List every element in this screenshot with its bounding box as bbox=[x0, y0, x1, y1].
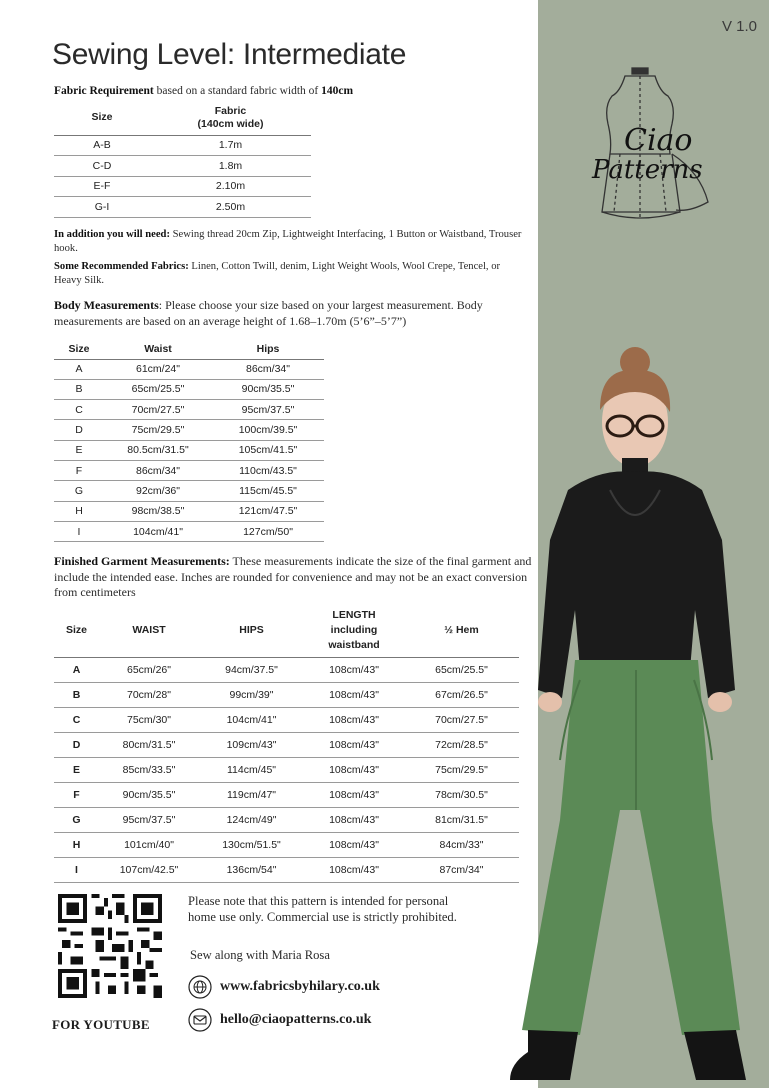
finished-measurements-table bbox=[54, 605, 519, 883]
table-cell: 70cm/28" bbox=[99, 682, 199, 707]
table-cell: 65cm/25.5" bbox=[404, 657, 519, 682]
table-cell: 114cm/45" bbox=[199, 757, 304, 782]
fabric-requirement-text: based on a standard fabric width of bbox=[153, 85, 322, 97]
usage-note: Please note that this pattern is intended for personal home use only. Commercial use is strictly prohibited. bbox=[188, 894, 457, 924]
table-cell: 78cm/30.5" bbox=[404, 782, 519, 807]
table-cell: 67cm/26.5" bbox=[404, 682, 519, 707]
table-row bbox=[54, 858, 519, 883]
table-cell: 87cm/34" bbox=[404, 858, 519, 883]
table-cell: 127cm/50" bbox=[212, 521, 324, 541]
table-cell: E bbox=[54, 440, 104, 460]
table-cell: 75cm/29.5" bbox=[104, 420, 212, 440]
mail-icon bbox=[188, 1008, 212, 1032]
table-cell: 108cm/43" bbox=[304, 757, 404, 782]
table-row bbox=[54, 359, 324, 379]
table-cell: 95cm/37.5" bbox=[99, 808, 199, 833]
header-waist: Waist bbox=[104, 339, 212, 359]
table-cell: 101cm/40" bbox=[99, 833, 199, 858]
table-cell: 90cm/35.5" bbox=[212, 379, 324, 399]
table-row bbox=[54, 379, 324, 399]
email-text[interactable]: hello@ciaopatterns.co.uk bbox=[220, 1012, 372, 1027]
recommended-fabrics-label: Some Recommended Fabrics: bbox=[54, 261, 189, 272]
table-cell: 121cm/47.5" bbox=[212, 501, 324, 521]
table-row bbox=[54, 833, 519, 858]
table-cell: 86cm/34" bbox=[104, 460, 212, 480]
table-row bbox=[54, 460, 324, 480]
table-cell: A-B bbox=[54, 135, 150, 156]
table-cell: 70cm/27.5" bbox=[104, 400, 212, 420]
table-cell: 92cm/36" bbox=[104, 481, 212, 501]
header-fabric: Fabric (140cm wide) bbox=[150, 101, 311, 135]
table-row bbox=[54, 156, 311, 177]
table-cell: 61cm/24" bbox=[104, 359, 212, 379]
table-cell: F bbox=[54, 782, 99, 807]
table-cell: 70cm/27.5" bbox=[404, 707, 519, 732]
page-title: Sewing Level: Intermediate bbox=[52, 38, 407, 71]
table-cell: E-F bbox=[54, 176, 150, 197]
table-row bbox=[54, 481, 324, 501]
table-cell: 81cm/31.5" bbox=[404, 808, 519, 833]
globe-icon bbox=[188, 975, 212, 999]
header-size: Size bbox=[54, 339, 104, 359]
table-row bbox=[54, 732, 519, 757]
table-cell: 104cm/41" bbox=[199, 707, 304, 732]
table-cell: 108cm/43" bbox=[304, 707, 404, 732]
finished-measurements-intro bbox=[54, 554, 534, 601]
table-cell: 104cm/41" bbox=[104, 521, 212, 541]
fabric-width-value: 140cm bbox=[321, 85, 354, 97]
table-cell: 86cm/34" bbox=[212, 359, 324, 379]
fabric-requirement-intro bbox=[54, 84, 353, 98]
table-row bbox=[54, 501, 324, 521]
table-cell: 108cm/43" bbox=[304, 858, 404, 883]
website-text[interactable]: www.fabricsbyhilary.co.uk bbox=[220, 979, 380, 994]
table-cell: 100cm/39.5" bbox=[212, 420, 324, 440]
table-cell: 108cm/43" bbox=[304, 657, 404, 682]
logo-text-ciao: Ciao bbox=[624, 123, 693, 158]
table-cell: G bbox=[54, 808, 99, 833]
recommended-fabrics-text: Linen, Cotton Twill, denim, Light Weight Wools, Wool Crepe, Tencel, or Heavy Silk. bbox=[54, 261, 501, 286]
table-cell: E bbox=[54, 757, 99, 782]
header-hips: Hips bbox=[212, 339, 324, 359]
table-cell: 65cm/26" bbox=[99, 657, 199, 682]
header-half-hem: ½ Hem bbox=[404, 605, 519, 657]
table-row bbox=[54, 782, 519, 807]
table-row bbox=[54, 440, 324, 460]
table-cell: F bbox=[54, 460, 104, 480]
body-measurements-text: : Please choose your size based on your largest measurement. Body measurements are based on an average height of 1.68–1.70m (5’6”–5’7”) bbox=[54, 298, 483, 328]
table-cell: 94cm/37.5" bbox=[199, 657, 304, 682]
table-cell: 108cm/43" bbox=[304, 782, 404, 807]
table-cell: D bbox=[54, 420, 104, 440]
table-cell: C-D bbox=[54, 156, 150, 177]
finished-measurements-label: Finished Garment Measurements: bbox=[54, 554, 230, 568]
additional-items-text: Sewing thread 20cm Zip, Lightweight Interfacing, 1 Button or Waistband, Trouser hook. bbox=[54, 229, 522, 254]
recommended-fabrics bbox=[54, 260, 524, 288]
table-cell: B bbox=[54, 682, 99, 707]
table-cell: H bbox=[54, 501, 104, 521]
table-cell: 72cm/28.5" bbox=[404, 732, 519, 757]
table-cell: 2.50m bbox=[150, 197, 311, 218]
table-row bbox=[54, 400, 324, 420]
header-waist: WAIST bbox=[99, 605, 199, 657]
qr-label: FOR YOUTUBE bbox=[52, 1017, 150, 1032]
table-cell: 136cm/54" bbox=[199, 858, 304, 883]
table-cell: 75cm/29.5" bbox=[404, 757, 519, 782]
table-cell: 124cm/49" bbox=[199, 808, 304, 833]
table-cell: D bbox=[54, 732, 99, 757]
table-header-row bbox=[54, 339, 324, 359]
body-measurements-table bbox=[54, 339, 324, 542]
table-cell: 108cm/43" bbox=[304, 732, 404, 757]
table-cell: 98cm/38.5" bbox=[104, 501, 212, 521]
table-row bbox=[54, 420, 324, 440]
table-cell: I bbox=[54, 521, 104, 541]
additional-items-label: In addition you will need: bbox=[54, 229, 170, 240]
table-cell: 108cm/43" bbox=[304, 833, 404, 858]
table-cell: 85cm/33.5" bbox=[99, 757, 199, 782]
fabric-requirement-table bbox=[54, 101, 311, 218]
table-row bbox=[54, 657, 519, 682]
body-measurements-intro bbox=[54, 298, 536, 329]
website-link[interactable] bbox=[188, 975, 380, 999]
table-cell: 115cm/45.5" bbox=[212, 481, 324, 501]
table-header-row bbox=[54, 101, 311, 135]
version-label: V 1.0 bbox=[721, 18, 757, 35]
logo-text-patterns: Patterns bbox=[592, 155, 703, 185]
table-cell: I bbox=[54, 858, 99, 883]
table-cell: 75cm/30" bbox=[99, 707, 199, 732]
header-size: Size bbox=[54, 605, 99, 657]
body-measurements-label: Body Measurements bbox=[54, 298, 159, 312]
table-cell: 99cm/39" bbox=[199, 682, 304, 707]
header-hips: HIPS bbox=[199, 605, 304, 657]
ciao-patterns-logo bbox=[580, 62, 730, 237]
table-cell: 119cm/47" bbox=[199, 782, 304, 807]
table-row bbox=[54, 521, 324, 541]
header-length: LENGTH including waistband bbox=[304, 605, 404, 657]
finished-measurements-text: These measurements indicate the size of the final garment and include the intended ease. Inches are rounded for convenience and may not be an exact conversion from centimeters bbox=[54, 554, 532, 599]
table-header-row bbox=[54, 605, 519, 657]
sewalong-text: Sew along with Maria Rosa bbox=[190, 948, 330, 962]
table-cell: 105cm/41.5" bbox=[212, 440, 324, 460]
table-cell: 108cm/43" bbox=[304, 682, 404, 707]
table-row bbox=[54, 682, 519, 707]
table-cell: 110cm/43.5" bbox=[212, 460, 324, 480]
table-row bbox=[54, 757, 519, 782]
table-cell: B bbox=[54, 379, 104, 399]
table-cell: G-I bbox=[54, 197, 150, 218]
header-size: Size bbox=[54, 101, 150, 135]
table-cell: 1.7m bbox=[150, 135, 311, 156]
table-cell: C bbox=[54, 707, 99, 732]
table-cell: 65cm/25.5" bbox=[104, 379, 212, 399]
table-cell: 90cm/35.5" bbox=[99, 782, 199, 807]
table-cell: C bbox=[54, 400, 104, 420]
youtube-qr-code[interactable] bbox=[58, 894, 162, 998]
table-cell: A bbox=[54, 359, 104, 379]
table-cell: 1.8m bbox=[150, 156, 311, 177]
table-row bbox=[54, 135, 311, 156]
table-cell: 130cm/51.5" bbox=[199, 833, 304, 858]
table-cell: 80.5cm/31.5" bbox=[104, 440, 212, 460]
table-cell: 109cm/43" bbox=[199, 732, 304, 757]
table-row bbox=[54, 707, 519, 732]
table-cell: 2.10m bbox=[150, 176, 311, 197]
table-row bbox=[54, 176, 311, 197]
table-cell: 95cm/37.5" bbox=[212, 400, 324, 420]
table-cell: 108cm/43" bbox=[304, 808, 404, 833]
table-cell: G bbox=[54, 481, 104, 501]
table-row bbox=[54, 197, 311, 218]
email-link[interactable] bbox=[188, 1008, 371, 1032]
table-cell: 80cm/31.5" bbox=[99, 732, 199, 757]
table-row bbox=[54, 808, 519, 833]
table-cell: H bbox=[54, 833, 99, 858]
additional-items bbox=[54, 228, 524, 256]
fabric-requirement-label: Fabric Requirement bbox=[54, 85, 154, 97]
table-cell: A bbox=[54, 657, 99, 682]
table-cell: 84cm/33" bbox=[404, 833, 519, 858]
table-cell: 107cm/42.5" bbox=[99, 858, 199, 883]
